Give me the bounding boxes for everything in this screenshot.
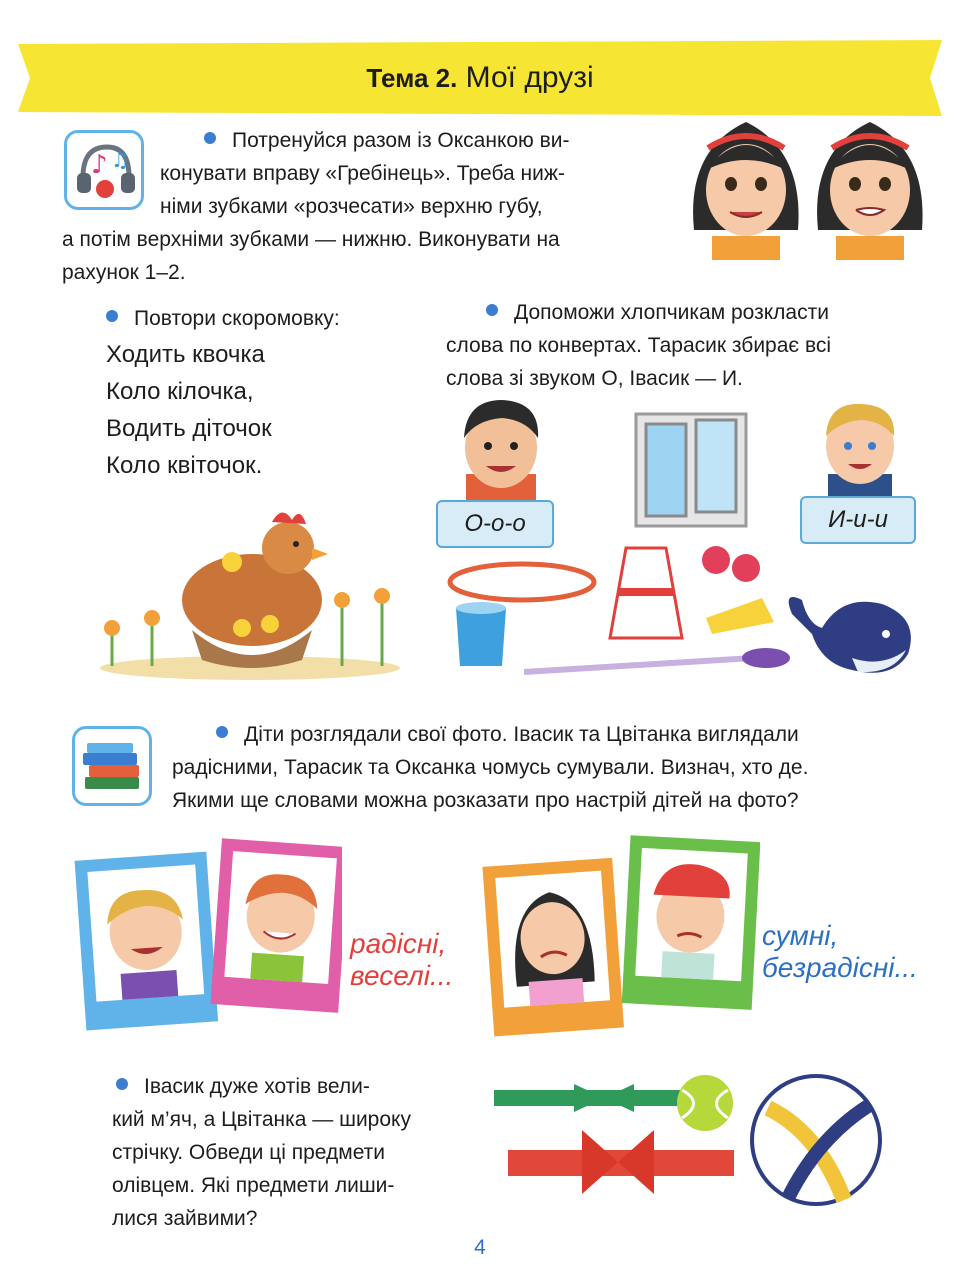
page-number: 4	[474, 1236, 486, 1259]
girl-exercise-illustration	[686, 110, 932, 260]
exercise3-line-2: слова по конвертах. Тарасик збирає всі	[446, 334, 832, 357]
boy-tarasyk-illustration	[446, 394, 556, 504]
exercise4-line-1: Діти розглядали свої фото. Івасик та Цвітанка виглядали	[172, 718, 918, 751]
happy-word: радісні,	[350, 928, 447, 959]
exercise1-line-2: конувати вправу «Гребінець». Треба ниж-	[160, 162, 565, 185]
svg-text:♪: ♪	[91, 150, 108, 180]
tongue-twister	[106, 336, 272, 484]
books-icon	[72, 726, 152, 806]
topic-label: Тема 2.	[366, 63, 458, 93]
exercise4-line-3: Якими ще словами можна розказати про настрій дітей на фото?	[172, 789, 799, 812]
happy-photos-illustration	[72, 836, 342, 1036]
happy-word: веселі...	[350, 960, 454, 991]
poem-line: Ходить квочка	[106, 341, 265, 368]
exercise1-line-5: рахунок 1–2.	[62, 261, 186, 284]
poem-line: Коло квіточок.	[106, 452, 263, 479]
poem-line: Коло кілочка,	[106, 378, 254, 405]
window-illustration	[632, 410, 750, 530]
happy-words	[350, 928, 453, 992]
bullet-icon	[204, 132, 216, 144]
tennis-ball-illustration	[674, 1072, 736, 1134]
exercise3-line-1: Допоможи хлопчикам розкласти	[446, 296, 914, 329]
exercise1-line-1: Потренуйся разом із Оксанкою ви-	[160, 124, 664, 157]
envelope-y[interactable]: И-и-и	[800, 496, 916, 544]
exercise3-line-3: слова зі звуком О, Івасик — И.	[446, 367, 743, 390]
exercise5-line-4: олівцем. Які предмети лиши-	[112, 1174, 395, 1197]
whale-illustration	[782, 584, 920, 680]
bullet-icon	[216, 726, 228, 738]
bullet-icon	[106, 310, 118, 322]
exercise1-line-3: німи зубками «розчесати» верхню губу,	[160, 195, 543, 218]
hen-with-chicks-illustration	[92, 500, 408, 680]
exercise4-line-2: радісними, Тарасик та Оксанка чомусь сумували. Визнач, хто де.	[172, 756, 809, 779]
exercise1-line-4: а потім верхніми зубками — нижню. Виконувати на	[62, 228, 560, 251]
topic-heading	[0, 58, 960, 98]
music-headphones-icon	[64, 130, 144, 210]
sad-word: сумні,	[762, 920, 839, 951]
topic-title: Мої друзі	[465, 61, 594, 94]
exercise5-line-5: лися зайвими?	[112, 1207, 258, 1230]
boy-ivasyk-illustration	[808, 396, 912, 500]
exercise2-intro: Повтори скоромовку:	[106, 302, 426, 335]
sad-words	[762, 920, 918, 984]
volleyball-illustration	[748, 1072, 884, 1208]
svg-text:♫: ♫	[111, 148, 129, 172]
bullet-icon	[486, 304, 498, 316]
word-objects-illustration	[446, 538, 806, 680]
exercise5-line-3: стрічку. Обведи ці предмети	[112, 1141, 386, 1164]
exercise5-line-1: Івасик дуже хотів вели-	[112, 1070, 424, 1103]
exercise5-line-2: кий м’яч, а Цвітанка — широку	[112, 1108, 411, 1131]
envelope-o[interactable]: О-о-о	[436, 500, 554, 548]
bullet-icon	[116, 1078, 128, 1090]
poem-line: Водить діточок	[106, 415, 272, 442]
sad-photos-illustration	[480, 834, 760, 1038]
sad-word: безрадісні...	[762, 952, 918, 983]
